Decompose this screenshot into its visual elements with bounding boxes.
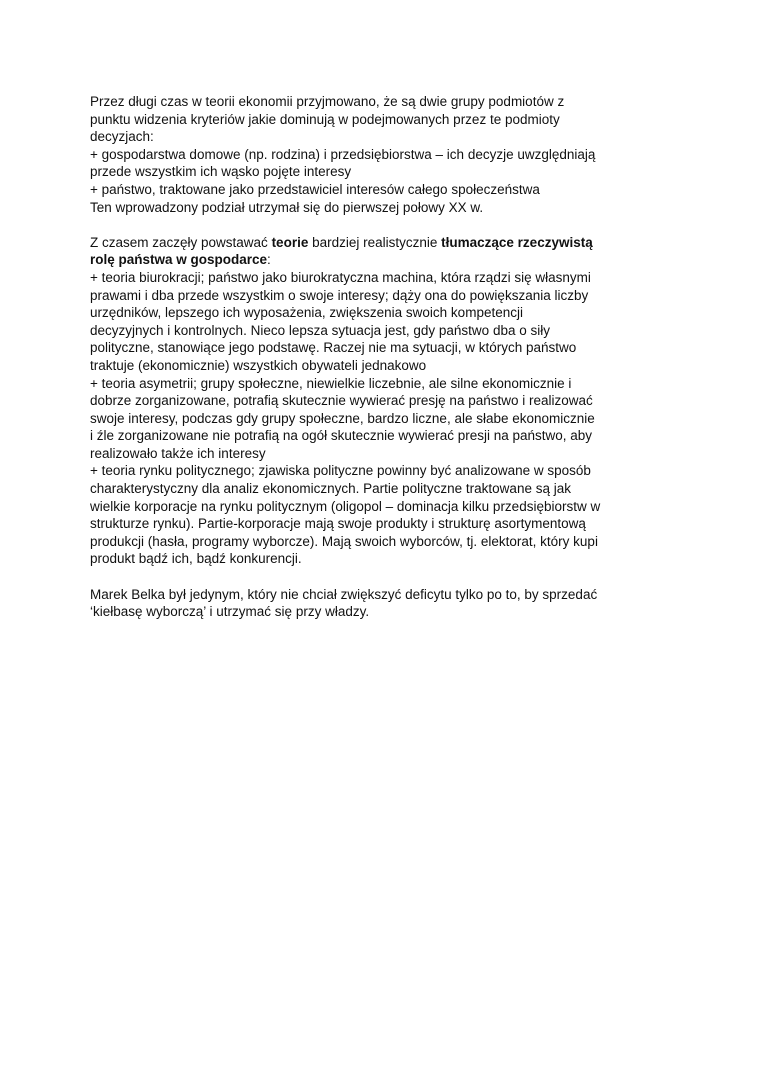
text-line: decyzjach: <box>90 129 154 145</box>
text-line: przede wszystkim ich wąsko pojęte interesy <box>90 164 352 180</box>
text-line: i źle zorganizowane nie potrafią na ogół skutecznie wywierać presji na państwo, aby <box>90 428 593 444</box>
intro-line-2 <box>90 251 680 269</box>
text-line: Przez długi czas w teorii ekonomii przyjmowano, że są dwie grupy podmiotów z <box>90 94 565 109</box>
paragraph-economic-subjects <box>90 93 680 216</box>
intro-line-1 <box>90 234 680 252</box>
text-line: dobrze zorganizowane, potrafią skutecznie wywierać presję na państwo i realizować <box>90 393 593 409</box>
text-line: charakterystyczny dla analiz ekonomicznych. Partie polityczne traktowane są jak <box>90 481 571 497</box>
text-line: decyzyjnych i kontrolnych. Nieco lepsza sytuacja jest, gdy państwo dba o siły <box>90 322 550 338</box>
text-line: + teoria biurokracji; państwo jako biurokratyczna machina, która rządzi się własnymi <box>90 269 591 285</box>
text-line: Marek Belka był jedynym, który nie chciał zwiększyć deficytu tylko po to, by sprzedać <box>90 586 598 602</box>
text-line: + teoria rynku politycznego; zjawiska polityczne powinny być analizowane w sposób <box>90 463 591 479</box>
text-line: punktu widzenia kryteriów jakie dominują w podejmowanych przez te podmioty <box>90 111 560 127</box>
paragraph-spacer <box>90 568 680 586</box>
keyword-state-role: rolę państwa w gospodarce <box>90 252 268 268</box>
paragraph-belka <box>90 586 680 621</box>
text-line: prawami i dba przede wszystkim o swoje interesy; dąży ona do powiększania liczby <box>90 287 589 303</box>
text-line: traktuje (ekonomicznie) wszystkich obywateli jednakowo <box>90 357 427 373</box>
text-line: + teoria asymetrii; grupy społeczne, niewielkie liczebnie, ale silne ekonomicznie i <box>90 375 572 391</box>
text-line: swoje interesy, podczas gdy grupy społeczne, bardzo liczne, ale słabe ekonomicznie <box>90 410 595 426</box>
text-line: ‘kiełbasę wyborczą’ i utrzymać się przy władzy. <box>90 604 370 620</box>
text-line: polityczne, stanowiące jego podstawę. Raczej nie ma sytuacji, w których państwo <box>90 340 577 356</box>
paragraph-state-theories <box>90 234 680 568</box>
text-line: realizowało także ich interesy <box>90 445 266 461</box>
intro-colon: : <box>267 252 271 268</box>
keyword-explaining: tłumaczące rzeczywistą <box>441 234 593 250</box>
text-line: + gospodarstwa domowe (np. rodzina) i przedsiębiorstwa – ich decyzje uwzględniają <box>90 146 596 162</box>
text-line: urzędników, lepszego ich wyposażenia, zwiększenia swoich kompetencji <box>90 305 523 321</box>
keyword-teorie: teorie <box>271 234 309 250</box>
intro-text: bardziej realistycznie <box>308 234 442 250</box>
text-line: + państwo, traktowane jako przedstawiciel interesów całego społeczeństwa <box>90 181 540 197</box>
text-line: Ten wprowadzony podział utrzymał się do pierwszej połowy XX w. <box>90 199 484 215</box>
document-body <box>90 93 680 621</box>
intro-text: Z czasem zaczęły powstawać <box>90 234 272 250</box>
text-line: wielkie korporacje na rynku politycznym (oligopol – dominacja kilku przedsiębiorstw w <box>90 498 601 514</box>
paragraph-spacer <box>90 216 680 234</box>
text-line: produkt bądź ich, bądź konkurencji. <box>90 551 302 567</box>
text-line: strukturze rynku). Partie-korporacje mają swoje produkty i strukturę asortymentową <box>90 516 586 532</box>
text-line: produkcji (hasła, programy wyborcze). Mają swoich wyborców, tj. elektorat, który kupi <box>90 533 598 549</box>
